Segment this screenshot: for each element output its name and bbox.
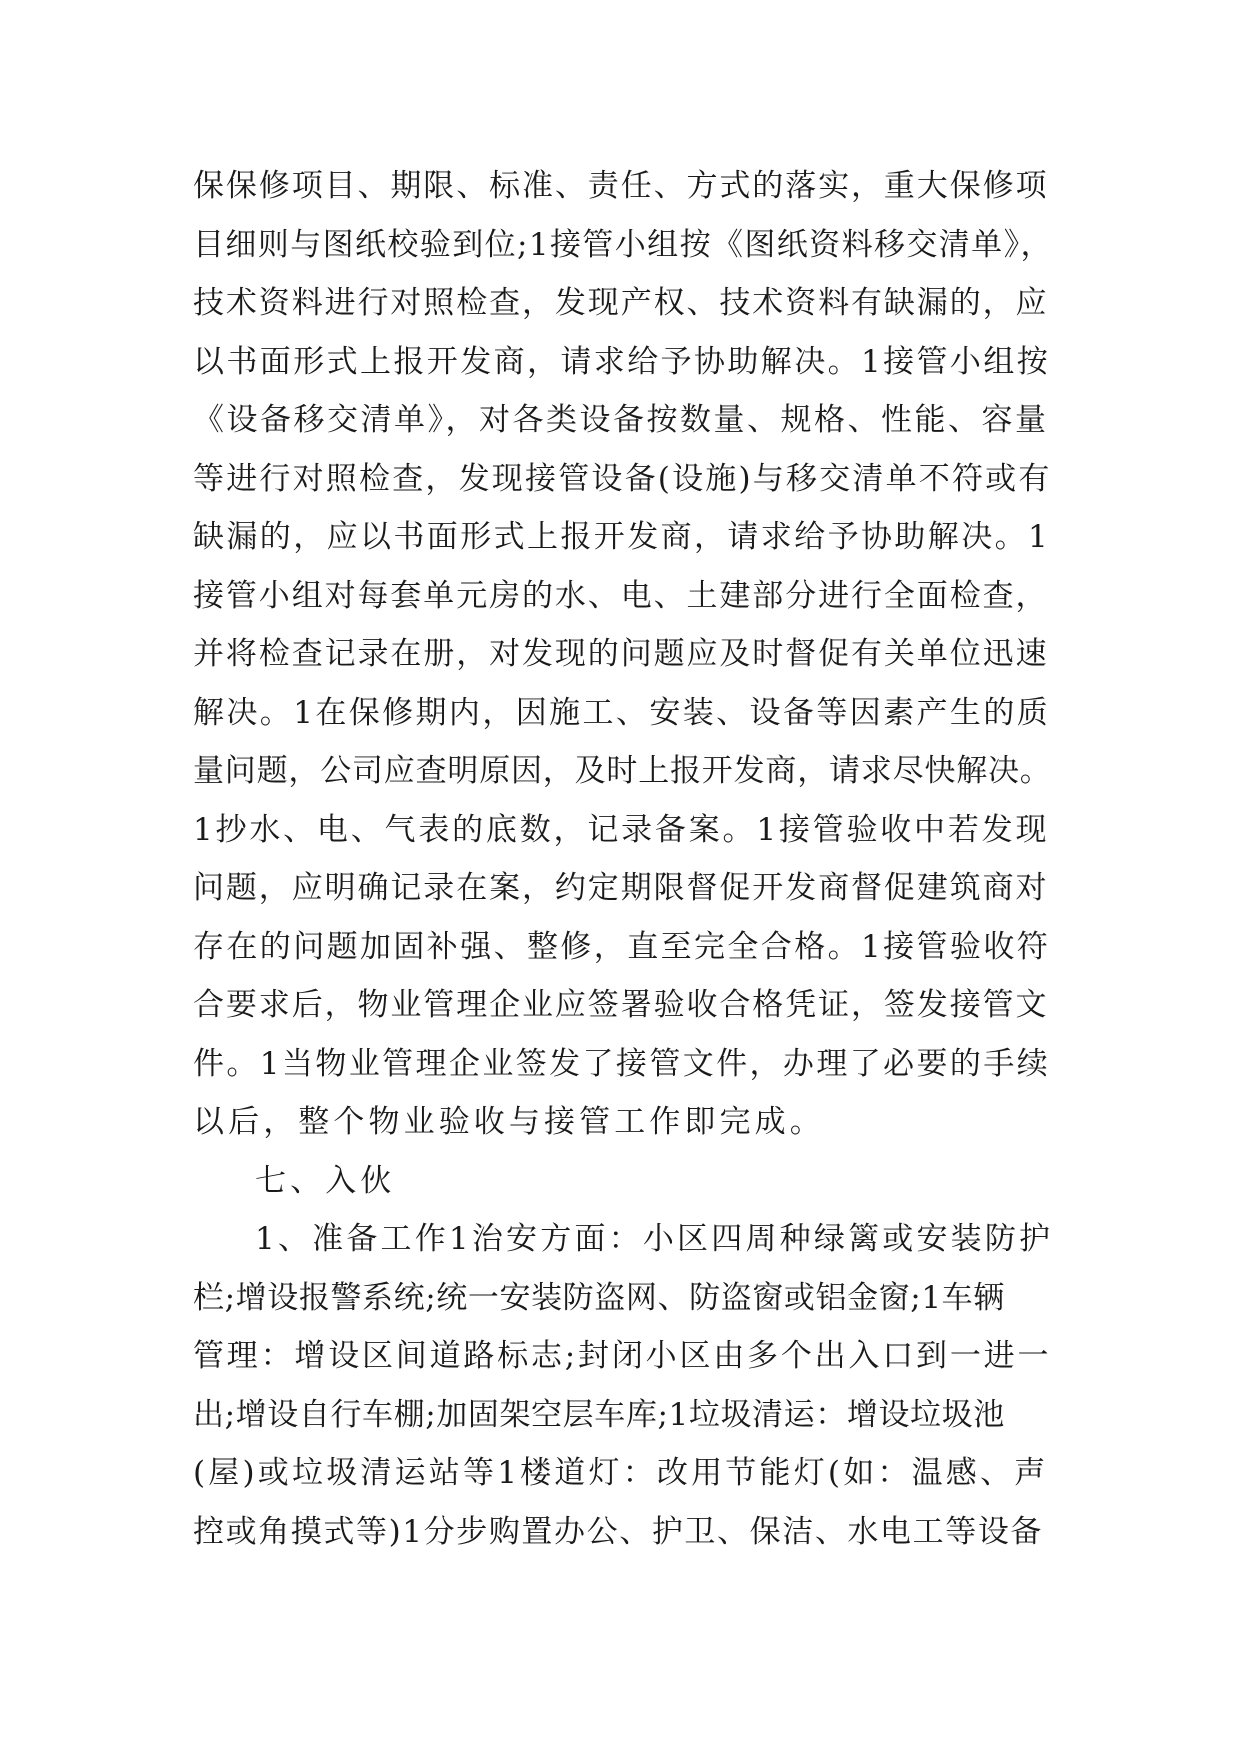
text-line: 并将检查记录在册，对发现的问题应及时督促有关单位迅速: [193, 636, 1049, 672]
body-text: [193, 157, 1053, 1561]
text-line: 以后，整个物业验收与接管工作即完成。: [193, 1104, 825, 1140]
text-line: 《设备移交清单》，对各类设备按数量、规格、性能、容量: [193, 402, 1049, 438]
text-line: 件。1当物业管理企业签发了接管文件，办理了必要的手续: [193, 1045, 1051, 1082]
text-line: 解决。1在保修期内，因施工、安装、设备等因素产生的质: [193, 694, 1051, 731]
text-line: 1抄水、电、气表的底数，记录备案。1接管验收中若发现: [193, 811, 1050, 848]
text-line: 接管小组对每套单元房的水、电、土建部分进行全面检查，: [193, 577, 1049, 614]
text-line: 栏;增设报警系统;统一安装防盗网、防盗窗或铝金窗;1车辆: [193, 1279, 1005, 1316]
text-line: 技术资料进行对照检查，发现产权、技术资料有缺漏的，应: [193, 285, 1049, 321]
section-heading: 七、入伙: [255, 1162, 396, 1199]
text-line: 出;增设自行车棚;加固架空层车库;1垃圾清运：增设垃圾池: [193, 1396, 1005, 1433]
text-line: 管理：增设区间道路标志;封闭小区由多个出入口到一进一: [193, 1338, 1052, 1374]
text-line: 保保修项目、期限、标准、责任、方式的落实，重大保修项: [193, 168, 1049, 204]
text-line: 等进行对照检查，发现接管设备(设施)与移交清单不符或有: [193, 460, 1052, 497]
text-line: 1、准备工作1治安方面：小区四周种绿篱或安装防护: [255, 1221, 1054, 1257]
text-line: 目细则与图纸校验到位;1接管小组按《图纸资料移交清单》，: [193, 226, 1053, 263]
text-line: 缺漏的，应以书面形式上报开发商，请求给予协助解决。1: [193, 519, 1051, 555]
text-line: (屋)或垃圾清运站等1楼道灯：改用节能灯(如：温感、声: [193, 1455, 1049, 1491]
text-line: 以书面形式上报开发商，请求给予协助解决。1接管小组按: [193, 343, 1051, 380]
text-line: 问题，应明确记录在案，约定期限督促开发商督促建筑商对: [193, 870, 1049, 906]
text-line: 存在的问题加固补强、整修，直至完全合格。1接管验收符: [193, 928, 1051, 965]
text-line: 合要求后，物业管理企业应签署验收合格凭证，签发接管文: [193, 987, 1049, 1023]
text-line: 量问题，公司应查明原因，及时上报开发商，请求尽快解决。: [193, 753, 1052, 789]
text-line: 控或角摸式等)1分步购置办公、护卫、保洁、水电工等设备: [193, 1513, 1044, 1550]
